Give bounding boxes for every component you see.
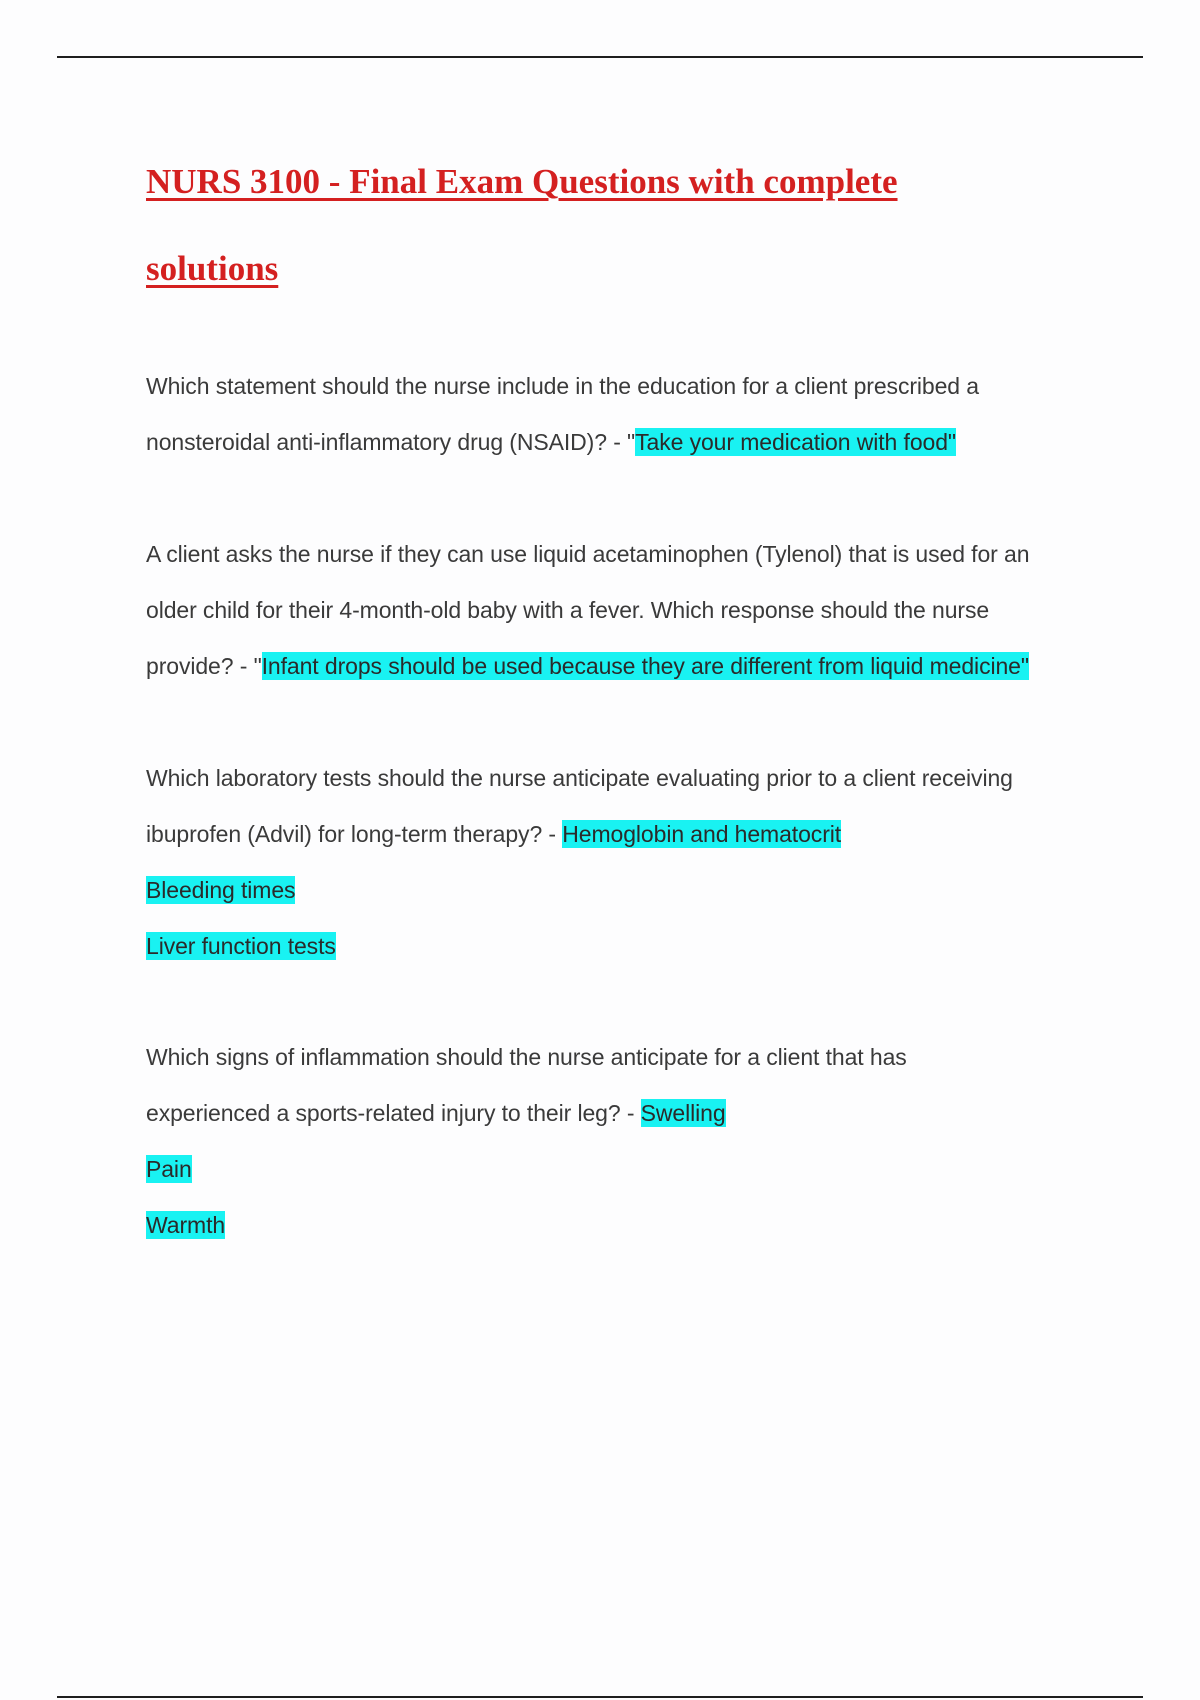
question-line	[146, 1085, 1106, 1141]
question-line	[146, 638, 1106, 694]
question-line: A client asks the nurse if they can use liquid acetaminophen (Tylenol) that is used for an	[146, 541, 1030, 567]
qa-item-1	[146, 358, 1106, 470]
qa-item-4	[146, 1029, 1106, 1253]
answer-highlight: Warmth	[146, 1212, 226, 1238]
qa-item-3	[146, 750, 1106, 974]
answer-highlight: Swelling	[640, 1100, 726, 1126]
answer-highlight: Liver function tests	[146, 933, 336, 959]
answer-line	[146, 1141, 1106, 1197]
answer-highlight: Pain	[146, 1156, 192, 1182]
question-line: Which signs of inflammation should the nurse anticipate for a client that has	[146, 1044, 907, 1070]
question-line	[146, 414, 1106, 470]
header-rule	[57, 56, 1143, 58]
answer-highlight: Hemoglobin and hematocrit	[562, 821, 842, 847]
answer-line	[146, 1197, 1106, 1253]
question-text: experienced a sports-related injury to their leg? -	[146, 1100, 641, 1126]
answer-highlight: Bleeding times	[146, 877, 296, 903]
answer-line	[146, 862, 1106, 918]
question-text: nonsteroidal anti-inflammatory drug (NSAID)? - "	[146, 429, 636, 455]
footer-rule	[57, 1696, 1143, 1698]
question-line: Which statement should the nurse include in the education for a client prescribed a	[146, 373, 979, 399]
question-text: provide? - "	[146, 653, 262, 679]
question-line: older child for their 4-month-old baby with a fever. Which response should the nurse	[146, 597, 990, 623]
qa-item-2	[146, 526, 1106, 694]
question-line	[146, 806, 1106, 862]
answer-highlight: Take your medication with food"	[635, 429, 956, 455]
question-text: ibuprofen (Advil) for long-term therapy? -	[146, 821, 563, 847]
document-title	[146, 138, 1106, 312]
title-line-2: solutions	[146, 249, 279, 288]
title-line-1: NURS 3100 - Final Exam Questions with complete	[146, 162, 898, 201]
question-line: Which laboratory tests should the nurse anticipate evaluating prior to a client receiving	[146, 765, 1013, 791]
answer-highlight: Infant drops should be used because they are different from liquid medicine"	[261, 653, 1029, 679]
answer-line	[146, 918, 1106, 974]
